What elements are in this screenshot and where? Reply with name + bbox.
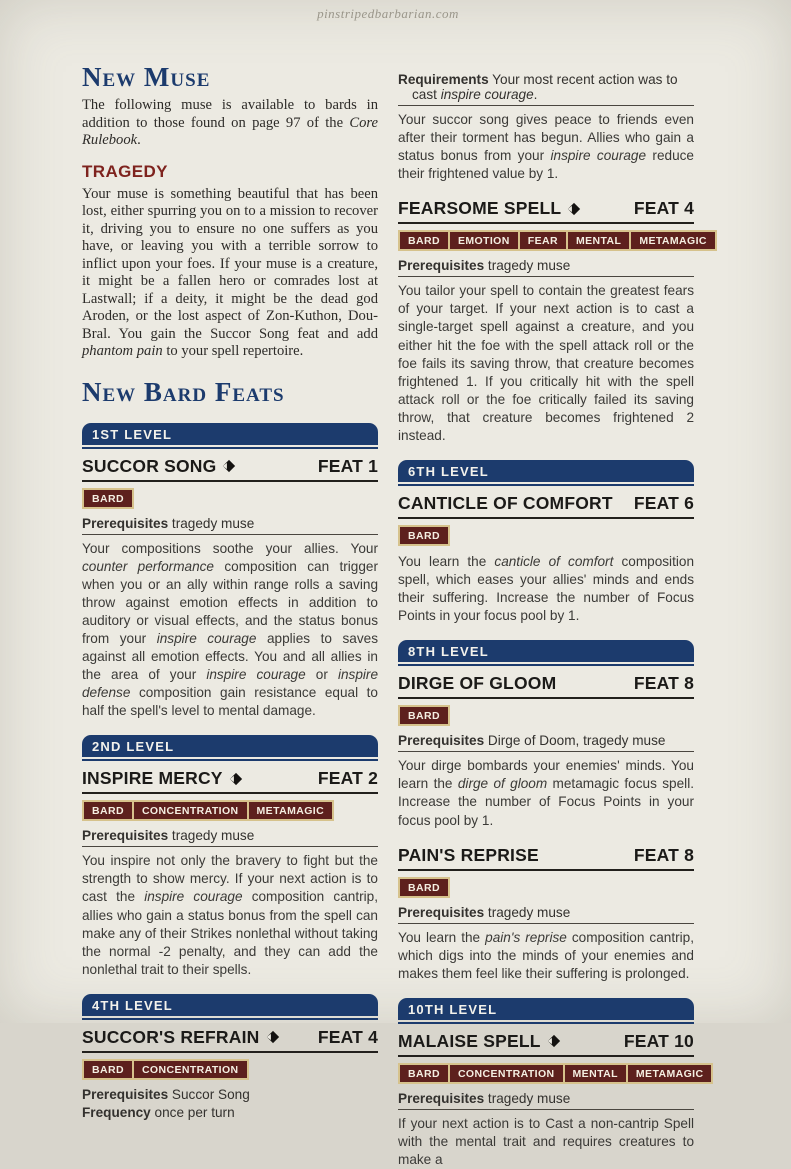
- left-column: [82, 48, 378, 1169]
- feat-description: If your next action is to Cast a non-cantrip Spell with the mental trait and requires creatures to make a: [398, 1115, 694, 1168]
- feat-title: INSPIRE MERCY: [82, 768, 223, 789]
- feat-header: [398, 845, 694, 871]
- trait-tag-metamagic: METAMAGIC: [249, 802, 333, 819]
- trait-tag-bard: BARD: [400, 232, 448, 249]
- feat-header: [398, 198, 694, 224]
- one-action-icon: [222, 459, 236, 473]
- trait-tags: [398, 1063, 713, 1084]
- level-bar-underline: [82, 1018, 378, 1020]
- two-column-layout: [82, 48, 707, 1169]
- level-bar-1st-level: [82, 423, 378, 445]
- frequency-line: Frequency once per turn: [82, 1104, 235, 1120]
- trait-tag-bard: BARD: [400, 1065, 448, 1082]
- feat-description: You learn the canticle of comfort composition spell, which eases your allies' minds and ends their suffering. Increase the number of Focus Points in your focus pool by 1.: [398, 554, 694, 624]
- new-muse-paragraph: The following muse is available to bards in addition to those found on page 97 of the Core Rulebook.: [82, 97, 378, 148]
- level-bar-label: 2ND LEVEL: [92, 739, 175, 755]
- divider-rule: [398, 1109, 694, 1110]
- level-bar-label: 1ST LEVEL: [92, 426, 173, 442]
- one-action-icon: [266, 1030, 280, 1044]
- trait-tag-bard: BARD: [400, 879, 448, 896]
- trait-tag-fear: FEAR: [520, 232, 566, 249]
- divider-rule: [398, 276, 694, 277]
- feat-section-succor-song: [82, 423, 378, 721]
- feat-header: [82, 768, 378, 794]
- feat-description: Your dirge bombards your enemies' minds. You learn the dirge of gloom metamagic focus spell. Increase the number of Focus Points in your focus pool by 1.: [398, 758, 694, 828]
- prerequisites-line: Prerequisites tragedy muse: [398, 1090, 571, 1106]
- prerequisites-line: Prerequisites tragedy muse: [398, 258, 571, 274]
- divider-rule: [398, 923, 694, 924]
- level-bar-8th-level: [398, 640, 694, 662]
- divider-rule: [398, 105, 694, 106]
- feat-description: You inspire not only the bravery to fight but the strength to show mercy. If your next action is to cast the inspire courage composition cantrip, allies who gain a status bonus from the spell can make any of their Strikes nonlethal without taking the normal -2 penalty, and they can add the nonlethal trait to their spells.: [82, 853, 378, 977]
- feat-section-canticle-of-comfort: [398, 460, 694, 625]
- feat-level-label: FEAT 10: [623, 1030, 694, 1051]
- level-bar-underline: [398, 484, 694, 486]
- trait-tag-bard: BARD: [400, 707, 448, 724]
- feat-section-fearsome-spell: [398, 198, 707, 445]
- tragedy-paragraph: Your muse is something beautiful that has been lost, either spurring you on to a mission to recover it, driving you to ensure no one suffers as you have, or leaving you with a terrible sorrow to inflict upon your foes. If your muse is a creature, it might be a fallen hero or comrades lost at Lastwall; if a deity, it might be the dead god Aroden, or the lost aspect of Zon-Kuthon, Dou-Bral. You gain the Succor Song feat and add phantom pain to your spell repertoire.: [82, 185, 378, 359]
- feat-section-dirge-of-gloom: [398, 640, 694, 829]
- feat-title: SUCCOR SONG: [82, 455, 217, 476]
- trait-tags: [82, 488, 134, 509]
- trait-tag-concentration: CONCENTRATION: [450, 1065, 563, 1082]
- one-action-icon: [229, 772, 243, 786]
- feat-title: MALAISE SPELL: [398, 1030, 541, 1051]
- feat-description: You learn the pain's reprise composition cantrip, which digs into the minds of your enemies and makes them feel like their suffering is prolonged.: [398, 929, 694, 981]
- level-bar-2nd-level: [82, 735, 378, 757]
- feat-level-label: FEAT 1: [317, 455, 378, 476]
- requirements-line: Requirements Your most recent action was to cast inspire courage.: [398, 72, 678, 102]
- feat-description: You tailor your spell to contain the greatest fears of your target. If your next action is to cast a single-target spell against a creature, and you either hit the foe with the spell attack roll or the foe fails its saving throw, that creature becomes frightened 1. If you critically hit with the spell attack roll or the foe critically failed its saving throw, that creature becomes frightened 2 instead.: [398, 283, 694, 443]
- level-bar-6th-level: [398, 460, 694, 482]
- prerequisites-line: Prerequisites tragedy muse: [82, 828, 255, 844]
- level-bar-label: 6TH LEVEL: [408, 464, 489, 480]
- trait-tag-bard: BARD: [84, 1061, 132, 1078]
- feat-section-succors-refrain: [82, 994, 378, 1120]
- heading-tragedy: TRAGEDY: [82, 161, 168, 181]
- right-column: [398, 48, 707, 1169]
- trait-tag-concentration: CONCENTRATION: [134, 1061, 247, 1078]
- feat-level-label: FEAT 2: [317, 768, 378, 789]
- trait-tags: [398, 877, 450, 898]
- feat-level-label: FEAT 8: [633, 673, 694, 694]
- feat-header: [82, 456, 378, 482]
- feat-section-inspire-mercy: [82, 735, 378, 979]
- divider-rule: [82, 534, 378, 535]
- level-bar-label: 10TH LEVEL: [408, 1001, 498, 1017]
- feat-header: [398, 1031, 694, 1057]
- divider-rule: [82, 846, 378, 847]
- feat-title: DIRGE OF GLOOM: [398, 673, 557, 694]
- trait-tag-emotion: EMOTION: [450, 232, 518, 249]
- feat-section-pains-reprise: [398, 845, 694, 983]
- trait-tags: [82, 1059, 249, 1080]
- trait-tags: [398, 525, 450, 546]
- trait-tag-mental: MENTAL: [568, 232, 629, 249]
- prerequisites-line: Prerequisites tragedy muse: [82, 515, 255, 531]
- feat-description: Your succor song gives peace to friends even after their torment has begun. Allies who gain a status bonus from your inspire courage reduce their frightened value by 1.: [398, 112, 694, 182]
- feat-description: Your compositions soothe your allies. Your counter performance composition can trigger when you or an ally within range rolls a saving throw against emotion effects in addition to auditory or visual effects, and the status bonus from your inspire courage applies to saves against all emotion effects. You and all allies in the area of your inspire courage or inspire defense composition gain resistance equal to half the spell's level to mental damage.: [82, 540, 379, 719]
- heading-new-muse: New Muse: [82, 62, 211, 92]
- feat-title: CANTICLE OF COMFORT: [398, 493, 613, 514]
- level-bar-label: 4TH LEVEL: [92, 997, 173, 1013]
- level-bar-underline: [82, 447, 378, 449]
- divider-rule: [398, 751, 694, 752]
- feat-section-malaise-spell: [398, 998, 704, 1169]
- trait-tag-mental: MENTAL: [565, 1065, 626, 1082]
- level-bar-underline: [398, 664, 694, 666]
- level-bar-underline: [398, 1022, 694, 1024]
- feat-title: SUCCOR'S REFRAIN: [82, 1026, 260, 1047]
- feat-level-label: FEAT 4: [317, 1026, 378, 1047]
- prerequisites-line: Prerequisites Dirge of Doom, tragedy muse: [398, 733, 666, 749]
- trait-tag-bard: BARD: [400, 527, 448, 544]
- trait-tags: [398, 230, 717, 251]
- one-action-icon: [567, 202, 581, 216]
- level-bar-4th-level: [82, 994, 378, 1016]
- feat-title: PAIN'S REPRISE: [398, 844, 539, 865]
- level-bar-underline: [82, 759, 378, 761]
- prerequisites-line: Prerequisites tragedy muse: [398, 904, 571, 920]
- trait-tag-metamagic: METAMAGIC: [628, 1065, 712, 1082]
- trait-tags: [82, 800, 334, 821]
- heading-new-bard-feats: New Bard Feats: [82, 376, 285, 407]
- trait-tag-bard: BARD: [84, 490, 132, 507]
- trait-tag-concentration: CONCENTRATION: [134, 802, 247, 819]
- feat-header: [398, 673, 694, 699]
- feat-level-label: FEAT 4: [633, 198, 694, 219]
- feat-header: [82, 1027, 378, 1053]
- one-action-icon: [547, 1034, 561, 1048]
- site-url: pinstripedbarbarian.com: [317, 6, 459, 21]
- feat-title: FEARSOME SPELL: [398, 198, 562, 219]
- level-bar-label: 8TH LEVEL: [408, 644, 489, 660]
- trait-tags: [398, 705, 450, 726]
- feat-header: [398, 493, 694, 519]
- feat-level-label: FEAT 6: [633, 493, 694, 514]
- trait-tag-bard: BARD: [84, 802, 132, 819]
- trait-tag-metamagic: METAMAGIC: [631, 232, 715, 249]
- feat-level-label: FEAT 8: [633, 844, 694, 865]
- level-bar-10th-level: [398, 998, 694, 1020]
- prerequisites-line: Prerequisites Succor Song: [82, 1086, 250, 1102]
